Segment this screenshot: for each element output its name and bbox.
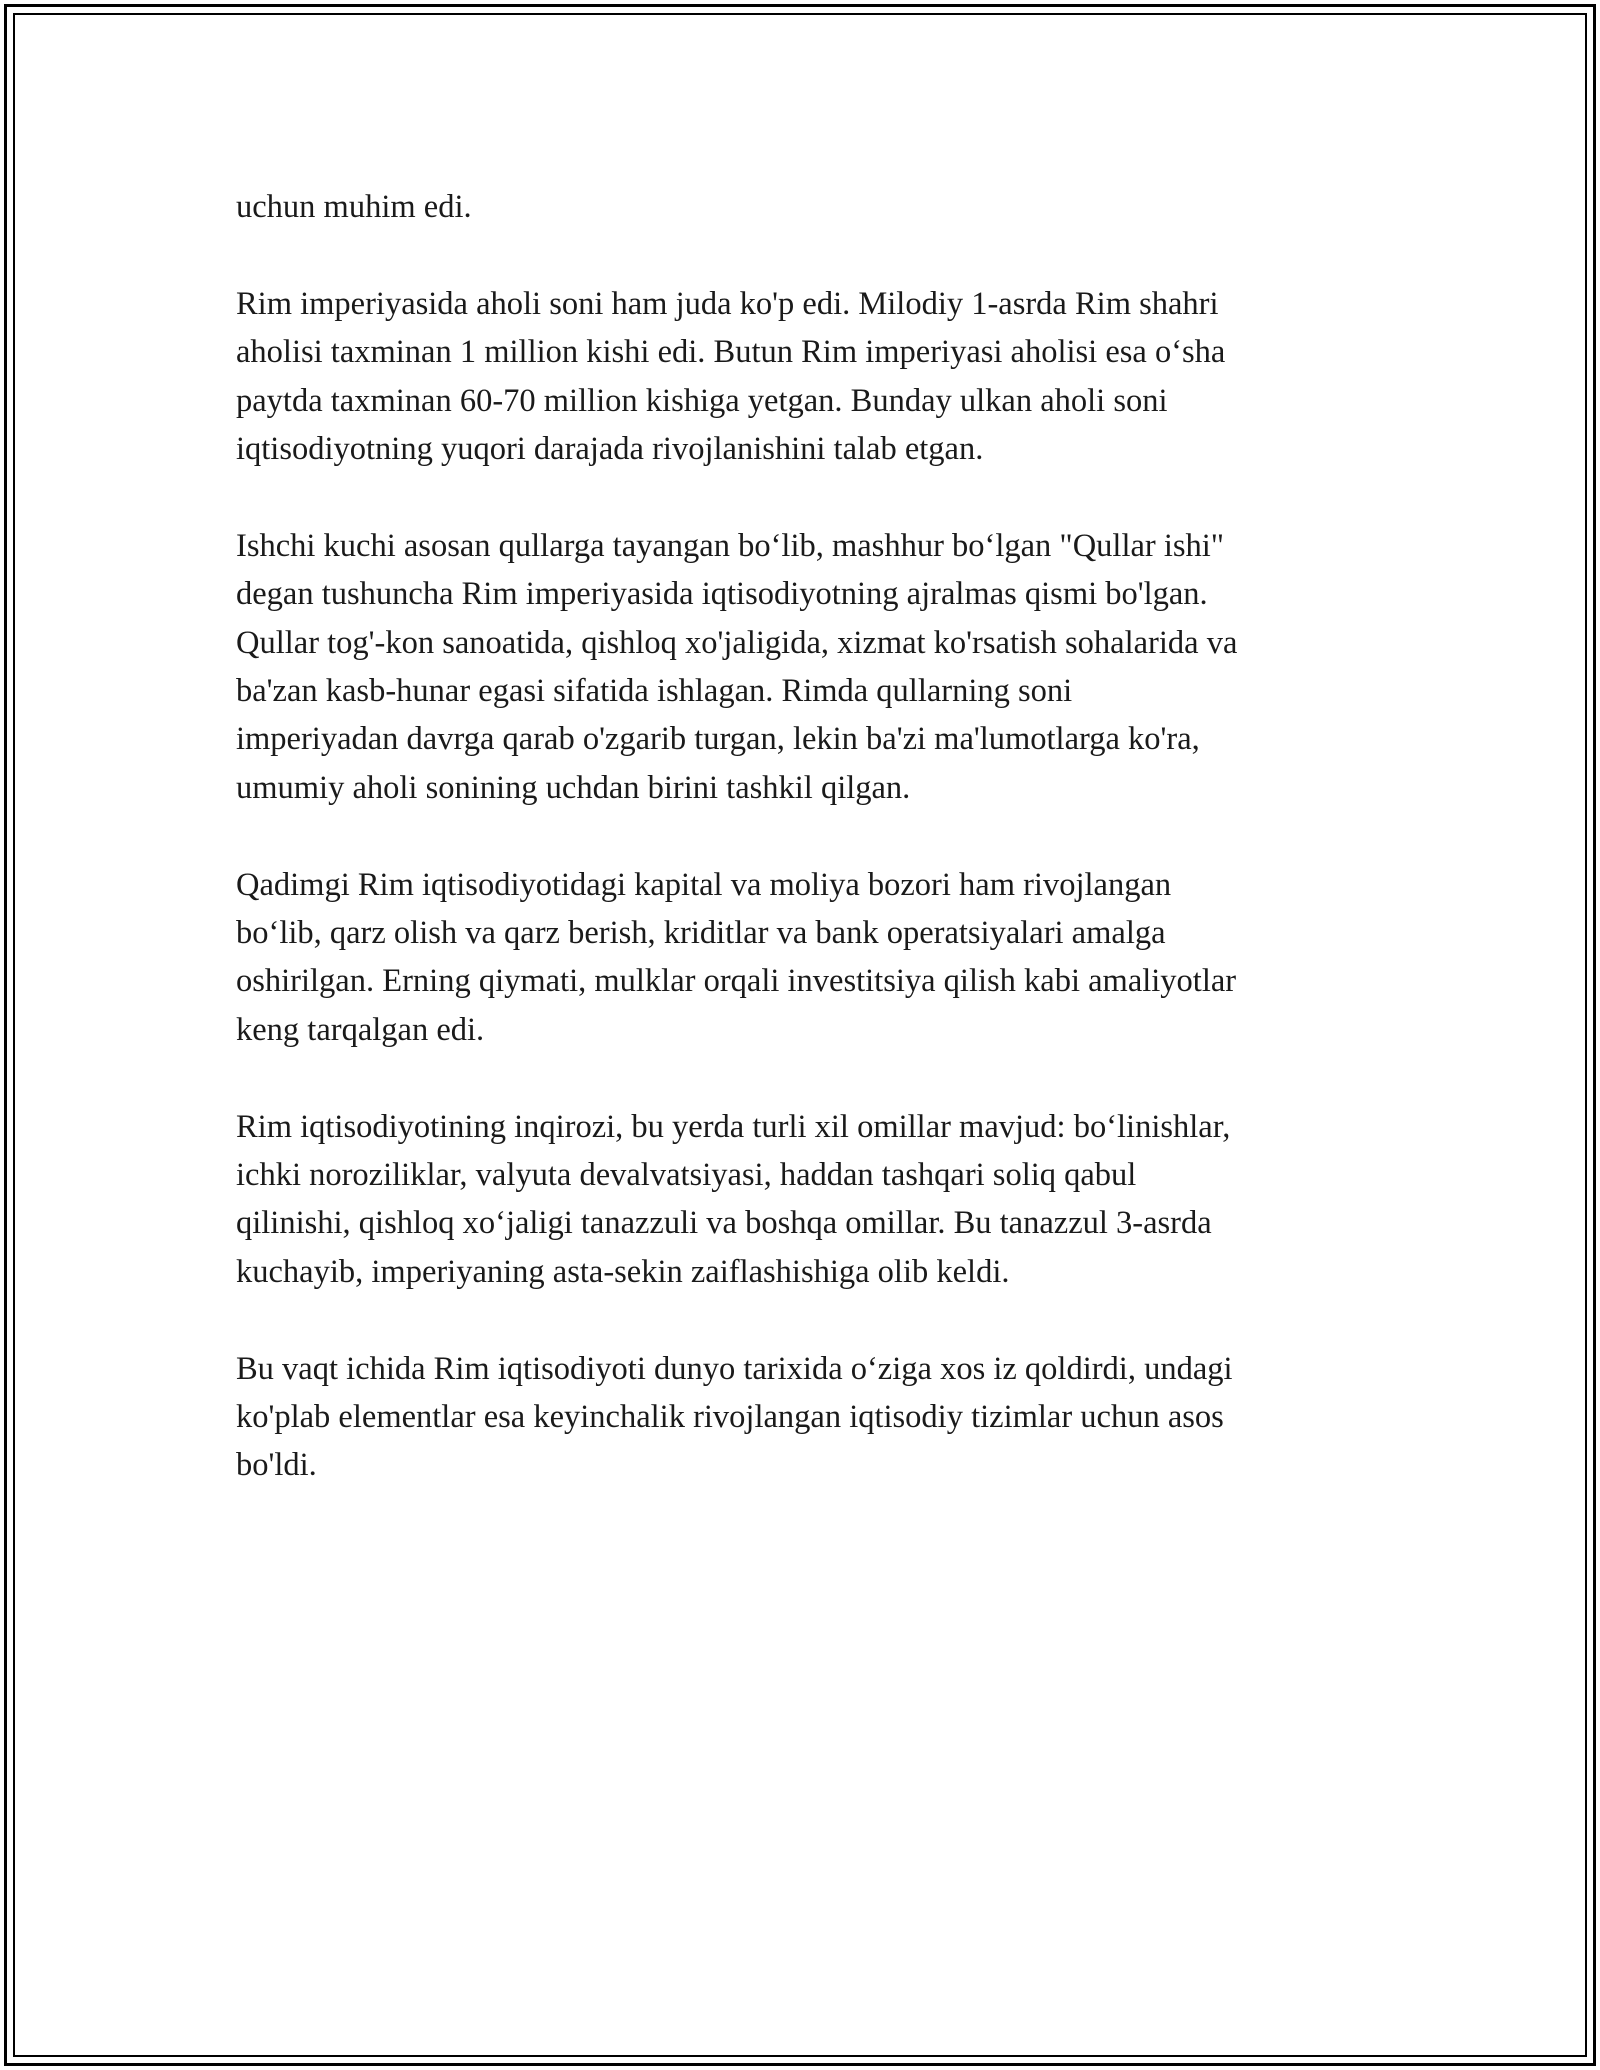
paragraph-finance: Qadimgi Rim iqtisodiyotidagi kapital va moliya bozori ham rivojlangan bo‘lib, qarz olish va qarz berish, kriditlar va bank operatsiyalari amalga oshirilgan. Erning qiymati, mulklar orqali investitsiya qilish kabi amaliyotlar keng tarqalgan edi. — [236, 866, 1237, 1048]
document-body — [236, 183, 1372, 1538]
paragraph-legacy: Bu vaqt ichida Rim iqtisodiyoti dunyo tarixida o‘ziga xos iz qoldirdi, undagi ko'plab elementlar esa keyinchalik rivojlangan iqtisodiy tizimlar uchun asos bo'ldi. — [236, 1350, 1233, 1484]
paragraph-labor: Ishchi kuchi asosan qullarga tayangan bo‘lib, mashhur bo‘lgan "Qullar ishi" degan tushuncha Rim imperiyasida iqtisodiyotning ajralmas qismi bo'lgan. Qullar tog'-kon sanoatida, qishloq xo'jaligida, xizmat ko'rsatish sohalarida va ba'zan kasb-hunar egasi sifatida ishlagan. Rimda qullarning soni imperiyadan davrga qarab o'zgarib turgan, lekin ba'zi ma'lumotlarga ko'ra, umumiy aholi sonining uchdan birini tashkil qilgan. — [236, 527, 1238, 806]
paragraph-continuation: uchun muhim edi. — [236, 189, 472, 225]
paragraph-population: Rim imperiyasida aholi soni ham juda ko'p edi. Milodiy 1-asrda Rim shahri aholisi taxminan 1 million kishi edi. Butun Rim imperiyasi aholisi esa o‘sha paytda taxminan 60-70 million kishiga yetgan. Bunday ulkan aholi soni iqtisodiyotning yuqori darajada rivojlanishini talab etgan. — [236, 285, 1226, 468]
paragraph-crisis: Rim iqtisodiyotining inqirozi, bu yerda turli xil omillar mavjud: bo‘linishlar, ichki noroziliklar, valyuta devalvatsiyasi, haddan tashqari soliq qabul qilinishi, qishloq xo‘jaligi tanazzuli va boshqa omillar. Bu tanazzul 3-asrda kuchayib, imperiyaning asta-sekin zaiflashishiga olib keldi. — [236, 1108, 1231, 1290]
